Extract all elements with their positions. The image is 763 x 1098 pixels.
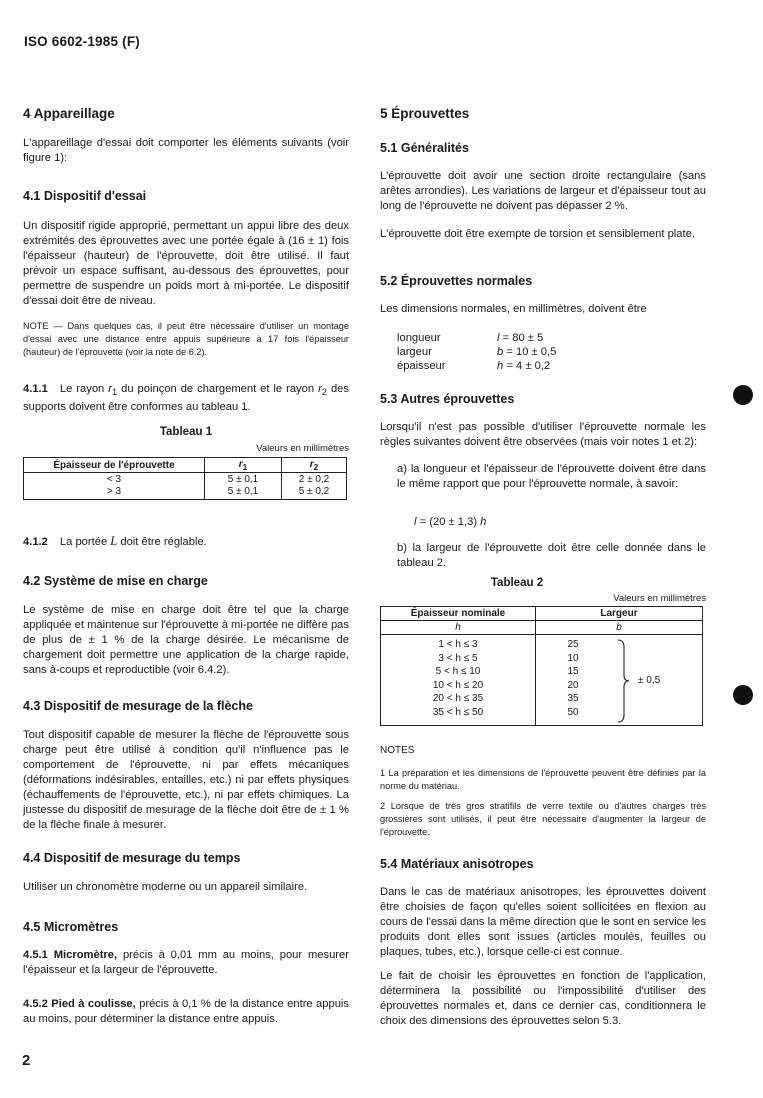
section-4-5-2-text [23, 997, 349, 1027]
section-4-1-text: Un dispositif rigide approprié, permettant un appui libre des deux extrémités des éprouvettes avec une portée égale à (16 ± 1) fois l'épaisseur (hauteur) de l'éprouvette, doit être utilisé. Il faut prévoir un espace suffisant, au-dessous des éprouvettes, pour permettre de suspendre un poids mort à mi-portée. Le dispositif d'essai doit être de niveau. [23, 220, 349, 307]
section-5-3-title: 5.3 Autres éprouvettes [380, 392, 515, 406]
section-4-5-1-label: 4.5.1 Micromètre, [23, 949, 118, 961]
section-4-1-1-part-b: du poinçon de chargement et le rayon [117, 383, 319, 395]
table-2-symbol-h: h [381, 621, 536, 635]
table-cell: 2 ± 0,2 [298, 474, 330, 485]
section-4-1-1-part-c: des supports doivent être conformes au tableau 1. [23, 383, 349, 414]
table-1-header-r2: $r_2$ [282, 458, 347, 473]
dimension-row-length: longueur l = 80 ± 5 [397, 332, 544, 344]
section-4-1-note: NOTE — Dans quelques cas, il peut être nécessaire d'utiliser un montage d'essai avec une distance entre appuis supérieure à 17 fois l'épaisseur (hauteur) de l'éprouvette (voir la note de 6.2). [23, 321, 349, 357]
dimension-row-thickness: épaisseur h = 4 ± 0,2 [397, 360, 551, 372]
table-cell: 35 [567, 693, 579, 705]
radius-r1-symbol: r [108, 383, 112, 395]
section-4-3-title: 4.3 Dispositif de mesurage de la flèche [23, 699, 253, 713]
table-cell: 1 < h ≤ 3 [438, 639, 478, 650]
section-4-1-2-part-a: La portée [59, 536, 111, 548]
section-5-1-title: 5.1 Généralités [380, 141, 469, 155]
note-2: 2 Lorsque de très gros stratifils de verre textile ou d'autres charges très grossières sont utilisés, il peut être nécessaire d'augmenter la largeur de l'éprouvette. [380, 801, 706, 837]
section-5-4-paragraph-1: Dans le cas de matériaux anisotropes, les éprouvettes doivent être choisies de façon qu'elles soient sollicitées en flexion au cours de l'essai dans la même direction que le sont en service les produits dont elles sont issues (articles moulés, feuilles ou plaques, tubes, etc.), lorsque celle-ci est connue. [380, 886, 706, 958]
section-5-2-title: 5.2 Éprouvettes normales [380, 274, 533, 288]
table-1-header-thickness: Épaisseur de l'éprouvette [24, 458, 205, 473]
section-4-1-1-number: 4.1.1 [23, 383, 48, 395]
table-cell: < 3 [106, 474, 122, 485]
table-cell: 15 [567, 666, 579, 678]
formula-l: l [414, 516, 417, 528]
section-5-2-text: Les dimensions normales, en millimètres, doivent être [380, 303, 647, 315]
table-1-thickness-cells [24, 473, 205, 500]
table-cell: 3 < h ≤ 5 [438, 652, 478, 664]
section-4-1-2-number: 4.1.2 [23, 536, 48, 548]
table-cell: 20 [567, 679, 579, 691]
section-4-5-1-text [23, 948, 349, 978]
section-4-5-2-body: précis à 0,1 % de la distance entre appuis au moins, pour déterminer la distance entre appuis. [23, 998, 350, 1025]
table-cell: 5 ± 0,1 [227, 486, 259, 497]
radius-r2-subscript: 2 [321, 387, 327, 398]
table-cell: 5 < h ≤ 10 [435, 666, 481, 678]
dimension-row-width: largeur b = 10 ± 0,5 [397, 346, 557, 358]
section-4-2-text: Le système de mise en charge doit être tel que la charge appliquée et maintenue sur l'éprouvette à mi-portée ne diffère pas de plus de ± 1 % de la charge désirée. Le mécanisme de chargement doit permettre une application de la charge rapide, sans à-coups et reproductible (voir 6.4.2). [23, 604, 349, 676]
section-5-3-text: Lorsqu'il n'est pas possible d'utiliser l'éprouvette normale les règles suivantes doivent être observées (mais voir notes 1 et 2): [380, 421, 706, 448]
section-4-1-2-text [23, 534, 349, 550]
table-1-r1-cells [205, 473, 282, 500]
table-cell: 5 ± 0,1 [227, 474, 259, 485]
section-4-1-1-part-a: Le rayon [59, 383, 109, 395]
length-formula [414, 515, 740, 530]
section-5-1-paragraph-1: L'éprouvette doit avoir une section droite rectangulaire (sans arêtes arrondies). Les variations de largeur et d'épaisseur tout au long de l'éprouvette ne doivent pas dépasser 2 %. [380, 170, 706, 212]
table-1-units: Valeurs en millimètres [256, 443, 349, 454]
table-2-header-thickness: Épaisseur nominale [381, 607, 536, 621]
document-header: ISO 6602-1985 (F) [24, 34, 140, 49]
table-2-symbol-b: b [536, 621, 703, 635]
section-5-4-paragraph-2: Le fait de choisir les éprouvettes en fonction de l'application, déterminera la possibilité ou l'impossibilité d'utiliser des éprouvettes normales et, dans ce dernier cas, conditionnera le choix des dimensions des éprouvettes selon 5.3. [380, 970, 706, 1027]
formula-h: h [480, 516, 487, 528]
margin-punch-mark [733, 685, 753, 705]
section-4-1-title: 4.1 Dispositif d'essai [23, 189, 147, 203]
section-4-title: 4 Appareillage [23, 106, 115, 121]
table-2-units: Valeurs en millimètres [613, 593, 706, 604]
table-cell: 25 [567, 639, 579, 650]
tolerance-brace [616, 639, 630, 723]
section-4-3-text: Tout dispositif capable de mesurer la flèche de l'éprouvette sous charge peut être utilisé à condition qu'il n'influence pas le comportement de l'éprouvette, ni par effets mécaniques (déformations indésirables, entailles, etc.) ni par effets physiques (échauffements de l'éprouvette, etc.), ni par effets chimiques. La justesse du dispositif de mesurage de la flèche doit être de ± 1 % de la flèche finale à mesurer. [23, 729, 349, 831]
section-5-4-title: 5.4 Matériaux anisotropes [380, 857, 534, 871]
table-1-wrap [23, 457, 349, 500]
section-4-1-2-part-b: doit être réglable. [117, 536, 207, 548]
table-cell: > 3 [106, 486, 122, 497]
standard-dimensions [397, 331, 723, 373]
section-4-5-1-body: précis à 0,01 mm au moins, pour mesurer l'épaisseur et la largeur de l'éprouvette. [23, 949, 349, 976]
table-1-title: Tableau 1 [159, 426, 213, 438]
section-4-intro: L'appareillage d'essai doit comporter les éléments suivants (voir figure 1): [23, 137, 349, 164]
section-5-3-item-b: b) la largeur de l'éprouvette doit être celle donnée dans le tableau 2. [397, 542, 706, 569]
table-1-header-r1: $r_1$ [205, 458, 282, 473]
radius-r1-subscript: 1 [111, 387, 118, 398]
table-2-thickness-ranges [381, 635, 536, 726]
section-5-3-item-a: a) la longueur et l'épaisseur de l'éprouvette doivent être dans le même rapport que pour l'éprouvette normale, à savoir: [397, 463, 706, 490]
table-cell: 35 < h ≤ 50 [432, 706, 484, 718]
section-4-5-title: 4.5 Micromètres [23, 920, 119, 934]
radius-r2-symbol: r [318, 383, 322, 395]
table-2-widths [536, 635, 703, 726]
margin-punch-mark [733, 385, 753, 405]
table-2-title: Tableau 2 [490, 577, 544, 589]
table-2-wrap [380, 606, 706, 726]
table-2-header-width: Largeur [536, 607, 703, 621]
section-5-title: 5 Éprouvettes [380, 106, 470, 121]
section-4-4-title: 4.4 Dispositif de mesurage du temps [23, 851, 241, 865]
page-number: 2 [22, 1052, 31, 1069]
table-cell: 5 ± 0,2 [298, 486, 330, 497]
section-4-5-2-label: 4.5.2 Pied à coulisse, [23, 998, 136, 1010]
section-4-2-title: 4.2 Système de mise en charge [23, 574, 208, 588]
width-tolerance: ± 0,5 [638, 675, 661, 686]
table-1-r2-cells [282, 473, 347, 500]
table-cell: 50 [567, 706, 579, 718]
notes-title: NOTES [380, 745, 415, 756]
formula-body: = (20 ± 1,3) [416, 516, 481, 528]
table-cell: 10 [567, 652, 579, 664]
span-l-symbol: L [110, 534, 118, 548]
note-1: 1 La préparation et les dimensions de l'éprouvette peuvent être définies par la norme du matériau. [380, 768, 706, 791]
section-5-1-paragraph-2: L'éprouvette doit être exempte de torsion et sensiblement plate. [380, 228, 695, 240]
section-4-4-text: Utiliser un chronomètre moderne ou un appareil similaire. [23, 881, 308, 893]
table-2 [380, 606, 703, 726]
table-cell: 10 < h ≤ 20 [432, 679, 484, 691]
section-4-1-1-text [23, 382, 349, 415]
table-1 [23, 457, 347, 500]
table-cell: 20 < h ≤ 35 [432, 693, 484, 705]
